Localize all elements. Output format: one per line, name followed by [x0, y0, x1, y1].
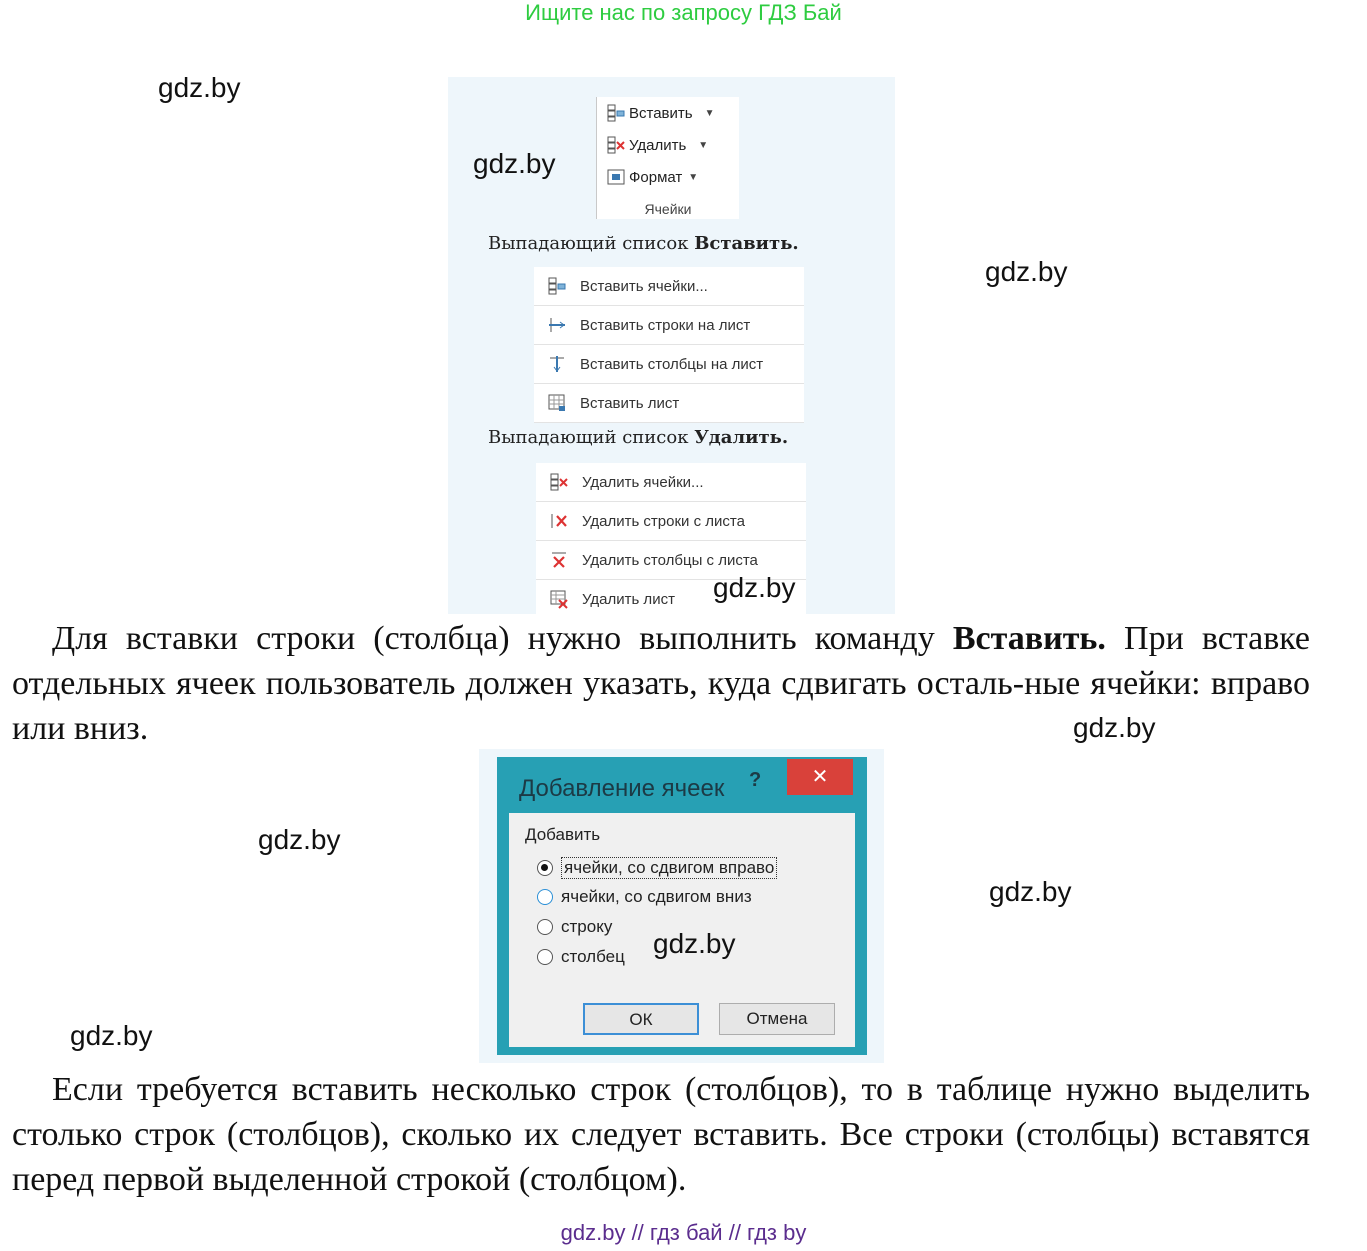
- radio-icon[interactable]: [537, 949, 553, 965]
- ribbon-group-label: Ячейки: [644, 201, 692, 217]
- close-button[interactable]: ✕: [787, 759, 853, 795]
- delete-cells-icon: [607, 136, 625, 154]
- insert-dropdown-menu: [534, 267, 804, 423]
- watermark: gdz.by: [258, 824, 341, 855]
- menu-item-insert-rows[interactable]: Вставить строки на лист: [534, 306, 804, 345]
- dialog-group-label: Добавить: [525, 825, 601, 844]
- radio-column-entire[interactable]: столбец: [537, 947, 625, 967]
- watermark: gdz.by: [713, 572, 796, 603]
- cells-ribbon-group: [596, 97, 739, 219]
- radio-icon[interactable]: [537, 889, 553, 905]
- watermark: gdz.by: [1073, 712, 1156, 743]
- delete-cells-icon: [536, 472, 582, 492]
- ok-button[interactable]: ОК: [583, 1003, 699, 1035]
- watermark: gdz.by: [158, 72, 241, 103]
- paragraph-multiple-rows: Если требуется вставить несколько строк (столбцов), то в таблице нужно выделить столько строк (столбцов), сколько их следует вставить. Все строки (столбцы) вставятся перед первой выделенной строкой (столбцом).: [12, 1071, 1310, 1198]
- ribbon-delete-button[interactable]: Удалить ▼: [607, 133, 708, 157]
- menu-item-insert-cells[interactable]: Вставить ячейки...: [534, 267, 804, 306]
- dialog-title: Добавление ячеек: [519, 775, 725, 802]
- insert-cells-icon: [607, 104, 625, 122]
- radio-icon[interactable]: [537, 919, 553, 935]
- ribbon-format-button[interactable]: Формат ▼: [607, 165, 698, 189]
- menu-item-insert-columns[interactable]: Вставить столбцы на лист: [534, 345, 804, 384]
- radio-selected-icon[interactable]: [537, 860, 553, 876]
- watermark: gdz.by: [70, 1020, 153, 1051]
- watermark: gdz.by: [653, 928, 736, 959]
- delete-columns-icon: [536, 550, 582, 570]
- menu-item-delete-sheet[interactable]: Удалить лист: [536, 580, 806, 618]
- menu-item-delete-rows[interactable]: Удалить строки с листа: [536, 502, 806, 541]
- footer-links: gdz.by // гдз бай // гдз by: [560, 1220, 807, 1245]
- ribbon-insert-button[interactable]: Вставить ▼: [607, 101, 715, 125]
- insert-cells-icon: [534, 276, 580, 296]
- radio-row-entire[interactable]: строку: [537, 917, 612, 937]
- paragraph-insert-rows: Для вставки строки (столбца) нужно выполнить команду Вставить. При вставке отдельных ячеек пользователь должен указать, куда сдвигать осталь-ные ячейки: вправо или вниз.: [12, 620, 1311, 747]
- insert-columns-icon: [534, 354, 580, 374]
- watermark: gdz.by: [473, 148, 556, 179]
- insert-rows-icon: [534, 315, 580, 335]
- watermark: gdz.by: [985, 256, 1068, 287]
- help-icon[interactable]: ?: [749, 769, 762, 791]
- menu-item-insert-sheet[interactable]: Вставить лист: [534, 384, 804, 423]
- format-cells-icon: [607, 168, 625, 186]
- menu-item-delete-cells[interactable]: Удалить ячейки...: [536, 463, 806, 502]
- insert-cells-dialog-figure: [479, 749, 884, 1063]
- menu-item-delete-columns[interactable]: Удалить столбцы с листа: [536, 541, 806, 580]
- watermark: gdz.by: [989, 876, 1072, 907]
- delete-dropdown-caption: Выпадающий список Удалить.: [488, 427, 789, 448]
- radio-shift-down[interactable]: ячейки, со сдвигом вниз: [537, 887, 752, 907]
- insert-cells-dialog: [497, 757, 867, 1055]
- insert-sheet-icon: [534, 393, 580, 413]
- radio-shift-right[interactable]: ячейки, со сдвигом вправо: [537, 857, 777, 879]
- delete-sheet-icon: [536, 589, 582, 609]
- cancel-button[interactable]: Отмена: [719, 1003, 835, 1035]
- top-banner: Ищите нас по запросу ГДЗ Бай: [525, 0, 842, 25]
- insert-dropdown-caption: Выпадающий список Вставить.: [488, 233, 799, 254]
- delete-rows-icon: [536, 511, 582, 531]
